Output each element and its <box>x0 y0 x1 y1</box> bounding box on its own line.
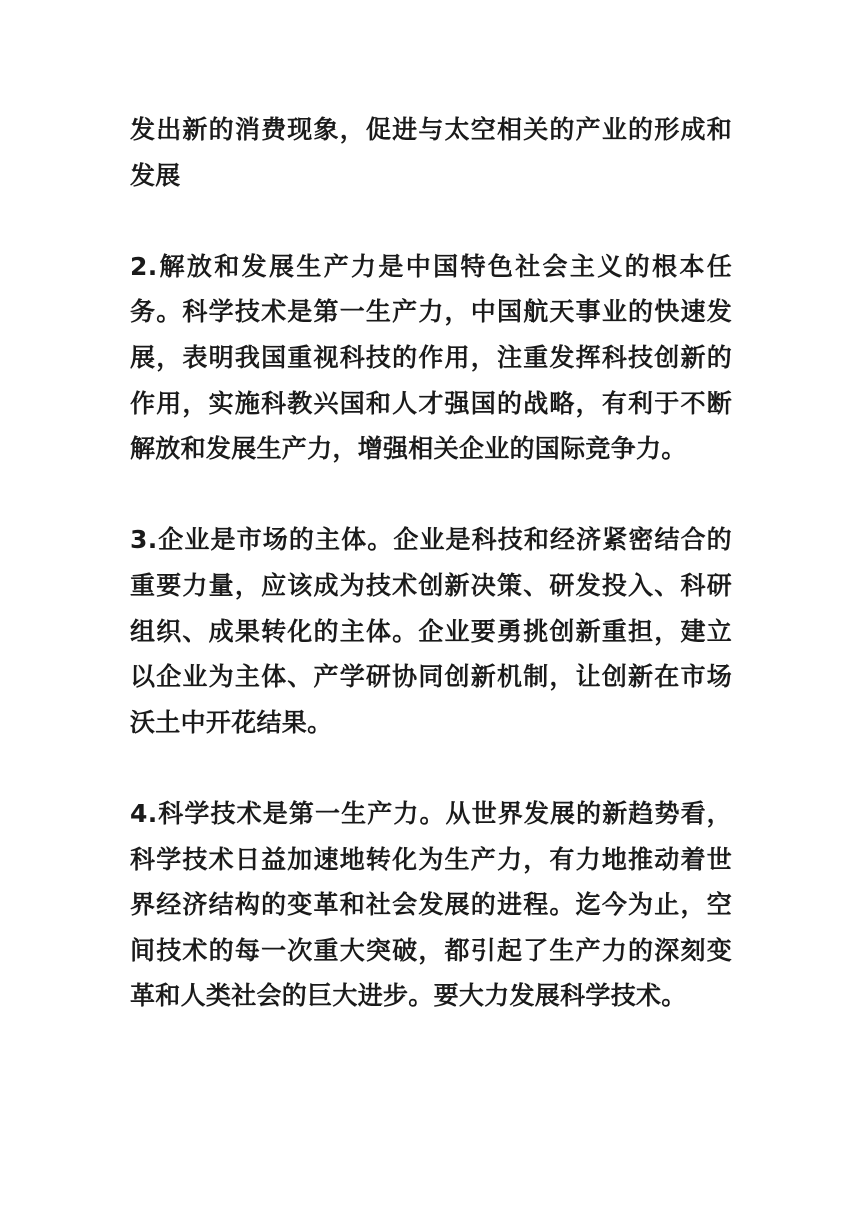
paragraph-continuation: 发出新的消费现象，促进与太空相关的产业的形成和发展 <box>130 115 732 190</box>
paragraph-point-3: 3.企业是市场的主体。企业是科技和经济紧密结合的重要力量，应该成为技术创新决策、研发投入、科研组织、成果转化的主体。企业要勇挑创新重担，建立以企业为主体、产学研协同创新机制，让创新在市场沃土中开花结果。 <box>130 525 732 737</box>
document-body <box>130 107 732 1019</box>
paragraph-point-4: 4.科学技术是第一生产力。从世界发展的新趋势看，科学技术日益加速地转化为生产力，有力地推动着世界经济结构的变革和社会发展的进程。迄今为止，空间技术的每一次重大突破，都引起了生产力的深刻变革和人类社会的巨大进步。要大力发展科学技术。 <box>130 798 732 1011</box>
paragraph-point-2: 2.解放和发展生产力是中国特色社会主义的根本任务。科学技术是第一生产力，中国航天事业的快速发展，表明我国重视科技的作用，注重发挥科技创新的作用，实施科教兴国和人才强国的战略，有利于不断解放和发展生产力，增强相关企业的国际竞争力。 <box>130 251 732 464</box>
